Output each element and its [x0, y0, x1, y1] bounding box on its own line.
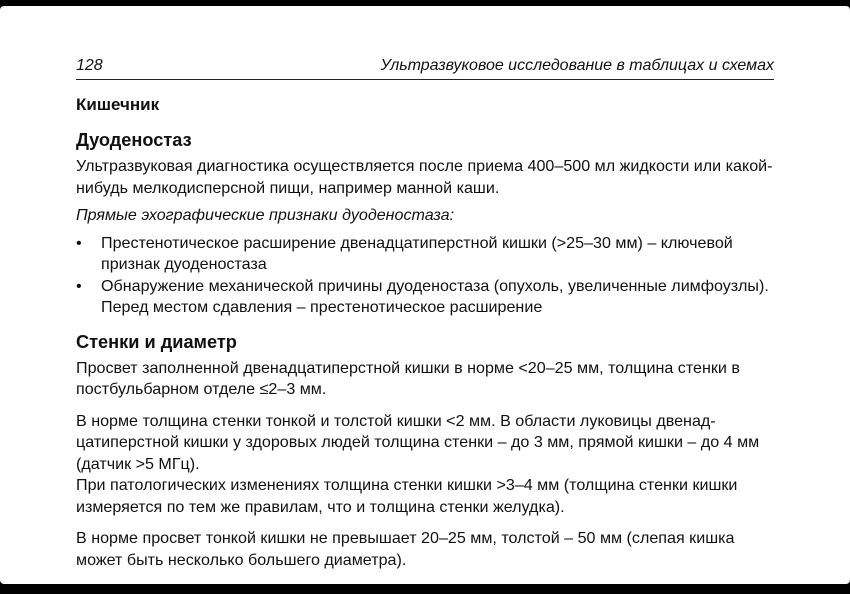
walls-heading: Стенки и диаметр — [76, 331, 237, 352]
bullet-icon: • — [76, 276, 82, 295]
paragraph: В норме просвет тонкой кишки не превышает 20–25 мм, толстой – 50 мм (слепая кишка может быть несколько большего диаметра). — [76, 529, 735, 569]
paragraph: При патологических изменениях толщина стенки кишки >3–4 мм (толщина стенки кишки измеряется по тем же правилам, что и толщина стенки желудка). — [76, 476, 738, 516]
signs-list — [76, 233, 774, 319]
list-item-text: Престенотическое расширение двенадцатиперстной кишки (>25–30 мм) – ключевой признак дуоденостаза — [101, 233, 733, 273]
paragraph: В норме толщина стенки тонкой и толстой кишки <2 мм. В области луковицы двенадцатиперстной кишки у здоровых людей толщина стенки – до 3 мм, прямой кишки – до 4 мм (датчик >5 МГц). — [76, 411, 760, 473]
duodenostasis-intro: Ультразвуковая диагностика осуществляется после приема 400–500 мл жидкости или какой-нибудь мелкодисперсной пищи, например манной каши. — [76, 157, 773, 197]
signs-subheading: Прямые эхографические признаки дуоденостаза: — [76, 206, 455, 224]
page-number: 128 — [76, 57, 103, 74]
header-divider — [76, 79, 774, 80]
page-content — [76, 94, 774, 571]
paragraph: Просвет заполненной двенадцатиперстной кишки в норме <20–25 мм, толщина стенки в постбульбарном отделе ≤2–3 мм. — [76, 358, 740, 398]
book-title: Ультразвуковое исследование в таблицах и схемах — [380, 57, 774, 74]
running-head — [76, 56, 774, 78]
list-item — [76, 276, 774, 319]
book-page — [0, 6, 850, 584]
section-title: Кишечник — [76, 95, 160, 114]
list-item — [76, 233, 774, 276]
list-item-text: Обнаружение механической причины дуоденостаза (опухоль, увеличенные лимфоузлы). Перед местом сдавления – престенотическое расширение — [101, 276, 769, 316]
duodenostasis-heading: Дуоденостаз — [76, 130, 192, 150]
bullet-icon: • — [76, 233, 82, 252]
